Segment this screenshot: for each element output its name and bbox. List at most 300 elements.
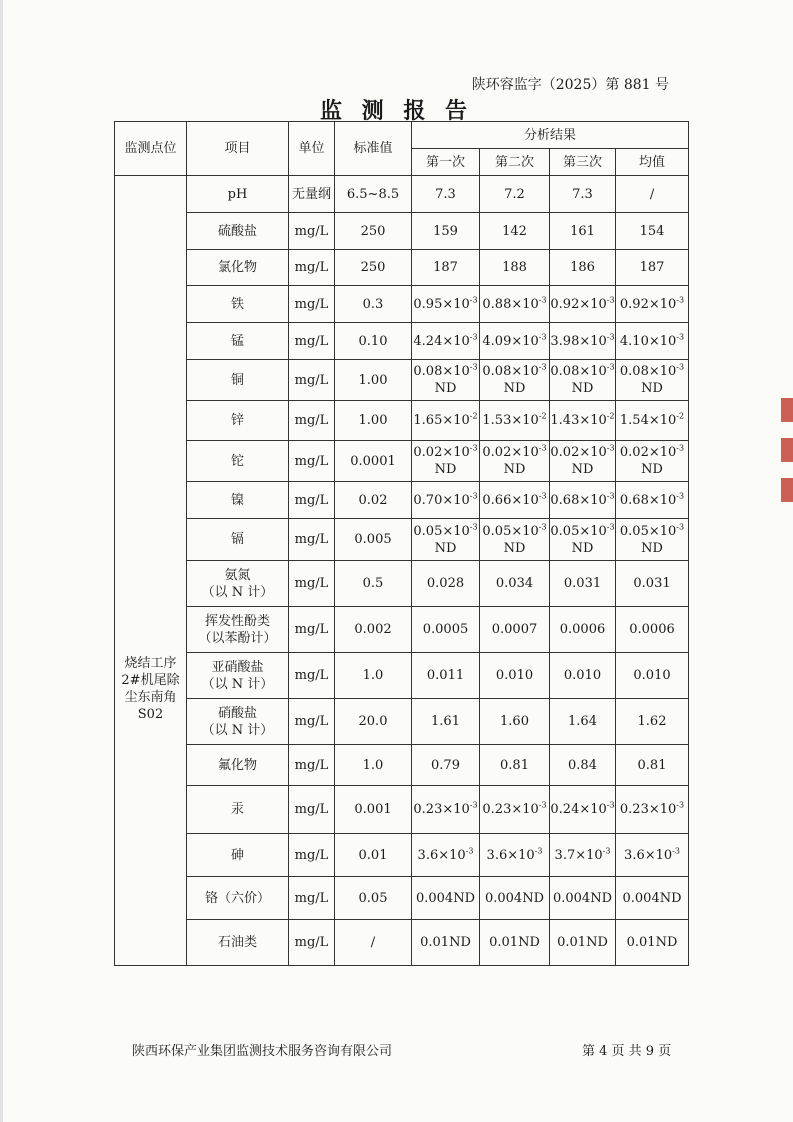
result-exponent: -3 (676, 522, 685, 532)
result-mantissa: 1.60 (500, 714, 529, 729)
result-cell (616, 786, 689, 834)
result-mantissa: 0.004ND (622, 890, 682, 906)
result-cell (480, 745, 550, 786)
standard-cell: 0.01 (335, 834, 412, 877)
result-cell (616, 441, 689, 482)
result-cell (550, 250, 616, 286)
result-value (412, 713, 479, 730)
result-mantissa: 4.24×10 (413, 333, 470, 349)
header-average: 均值 (616, 149, 689, 176)
result-value (550, 575, 615, 592)
result-cell (550, 360, 616, 401)
result-mantissa: 0.23×10 (482, 802, 539, 817)
result-mantissa: 0.05×10 (550, 523, 607, 539)
result-exponent: -3 (606, 362, 615, 372)
result-exponent: -2 (676, 411, 685, 421)
result-exponent: -3 (538, 295, 547, 305)
result-cell (480, 213, 550, 250)
result-exponent: -3 (469, 522, 478, 532)
result-value (616, 363, 688, 380)
result-value (480, 523, 549, 540)
result-mantissa: 0.004ND (552, 890, 612, 906)
result-mantissa: 0.92×10 (619, 296, 677, 312)
table-row (115, 745, 689, 786)
result-cell (412, 745, 480, 786)
result-mantissa: 188 (502, 260, 527, 275)
unit-cell: mg/L (289, 607, 335, 653)
table-row (115, 250, 689, 286)
item-name: 铊 (230, 453, 244, 469)
result-value (616, 444, 688, 461)
result-mantissa: 0.0005 (422, 622, 469, 637)
item-name: 硫酸盐 (217, 223, 257, 239)
result-cell (550, 877, 616, 920)
result-mantissa: 0.010 (633, 668, 671, 683)
result-value (480, 934, 549, 951)
result-exponent: -3 (469, 491, 478, 501)
result-mantissa: 1.53×10 (482, 413, 539, 428)
result-value (412, 412, 479, 429)
item-name: pH (227, 186, 248, 202)
result-value (616, 333, 688, 350)
result-mantissa: 1.43×10 (550, 413, 607, 428)
table-row (115, 561, 689, 607)
result-value (412, 621, 479, 638)
standard-cell: 0.005 (335, 519, 412, 561)
result-exponent: -3 (469, 332, 478, 342)
result-nd-flag: ND (641, 462, 663, 477)
result-cell (550, 401, 616, 441)
item-name: 镍 (230, 492, 244, 508)
site-line: S02 (137, 706, 164, 722)
result-mantissa: 1.61 (431, 714, 460, 729)
result-value (480, 259, 549, 276)
result-mantissa: 0.028 (426, 576, 465, 591)
result-value (616, 296, 688, 313)
result-mantissa: / (649, 186, 655, 202)
result-value (616, 492, 688, 509)
result-cell (616, 250, 689, 286)
result-cell (480, 786, 550, 834)
item-cell (187, 699, 289, 745)
standard-cell: 0.10 (335, 323, 412, 360)
site-line: 尘东南角 (124, 689, 177, 705)
result-nd-flag: ND (571, 540, 594, 556)
result-value (550, 333, 615, 350)
standard-cell: 1.00 (335, 401, 412, 441)
result-cell (616, 213, 689, 250)
result-mantissa: 0.034 (495, 576, 534, 591)
unit-cell: mg/L (289, 250, 335, 286)
item-cell (187, 482, 289, 519)
result-exponent: -3 (606, 443, 615, 453)
item-name: 锰 (230, 333, 244, 349)
table-row (115, 286, 689, 323)
result-exponent: -2 (538, 411, 547, 421)
item-cell (187, 176, 289, 213)
result-cell (550, 286, 616, 323)
result-cell (412, 607, 480, 653)
result-value (412, 492, 479, 509)
result-mantissa: 0.81 (500, 757, 529, 773)
result-exponent: -3 (676, 491, 685, 501)
result-value (480, 847, 549, 864)
item-cell (187, 786, 289, 834)
result-exponent: -3 (469, 362, 478, 372)
item-cell (187, 213, 289, 250)
result-mantissa: 0.031 (563, 576, 602, 591)
result-value (550, 259, 615, 276)
result-cell (550, 323, 616, 360)
header-second: 第二次 (480, 149, 550, 176)
item-cell (187, 920, 289, 966)
result-value (616, 801, 688, 818)
result-mantissa: 186 (570, 260, 595, 275)
result-exponent: -3 (606, 522, 615, 532)
result-cell (616, 877, 689, 920)
item-name: 镉 (230, 532, 244, 547)
result-mantissa: 0.05×10 (482, 523, 539, 539)
result-value (550, 890, 615, 907)
result-value (412, 801, 479, 818)
result-cell (550, 213, 616, 250)
result-exponent: -2 (469, 411, 478, 421)
result-cell (480, 653, 550, 699)
result-mantissa: 0.68×10 (550, 492, 607, 508)
result-value (616, 259, 688, 276)
table-row (115, 699, 689, 745)
header-standard: 标准值 (335, 122, 412, 176)
item-name: 硝酸盐 (217, 705, 257, 721)
result-cell (480, 607, 550, 653)
result-mantissa: 3.6×10 (486, 847, 535, 863)
result-mantissa: 0.01ND (489, 935, 540, 950)
result-cell (480, 250, 550, 286)
result-value (480, 575, 549, 592)
result-exponent: -3 (469, 295, 478, 305)
result-mantissa: 0.01ND (557, 935, 608, 950)
result-cell (480, 482, 550, 519)
result-value (412, 575, 479, 592)
result-cell (616, 482, 689, 519)
result-mantissa: 0.23×10 (619, 802, 677, 817)
result-cell (616, 653, 689, 699)
result-cell (550, 786, 616, 834)
result-cell (412, 786, 480, 834)
result-mantissa: 0.010 (563, 668, 602, 683)
result-cell (412, 323, 480, 360)
header-site: 监测点位 (115, 122, 187, 176)
result-mantissa: 3.98×10 (550, 333, 607, 349)
result-mantissa: 159 (433, 223, 458, 239)
standard-cell: 250 (335, 250, 412, 286)
unit-cell: mg/L (289, 360, 335, 401)
standard-cell: 6.5~8.5 (335, 176, 412, 213)
result-cell (480, 877, 550, 920)
result-mantissa: 0.79 (431, 757, 460, 773)
unit-cell: mg/L (289, 745, 335, 786)
result-value (616, 847, 688, 864)
result-value (412, 296, 479, 313)
result-value (616, 934, 688, 951)
unit-cell: mg/L (289, 561, 335, 607)
result-cell (550, 607, 616, 653)
result-cell (412, 920, 480, 966)
result-mantissa: 0.24×10 (550, 802, 607, 817)
result-nd-flag: ND (434, 540, 457, 556)
result-value (550, 621, 615, 638)
item-name: （以 N 计） (201, 584, 274, 600)
unit-cell: mg/L (289, 286, 335, 323)
result-value (480, 444, 549, 461)
result-mantissa: 154 (639, 223, 665, 239)
result-mantissa: 1.64 (568, 714, 597, 729)
unit-cell: mg/L (289, 519, 335, 561)
result-mantissa: 0.05×10 (619, 523, 677, 539)
standard-cell: 0.5 (335, 561, 412, 607)
result-value (550, 296, 615, 313)
result-mantissa: 3.6×10 (624, 847, 673, 863)
result-cell (480, 441, 550, 482)
item-name: （以 N 计） (201, 676, 274, 692)
result-mantissa: 0.0006 (629, 622, 675, 637)
result-cell (550, 745, 616, 786)
unit-cell: mg/L (289, 323, 335, 360)
result-mantissa: 0.02×10 (619, 445, 677, 460)
result-value (550, 934, 615, 951)
result-value (550, 444, 615, 461)
result-mantissa: 1.62 (637, 714, 667, 729)
result-cell (550, 176, 616, 213)
result-cell (616, 519, 689, 561)
unit-cell: mg/L (289, 653, 335, 699)
result-cell (412, 653, 480, 699)
result-value (412, 667, 479, 684)
result-cell (550, 699, 616, 745)
result-mantissa: 0.66×10 (482, 492, 539, 508)
result-cell (412, 834, 480, 877)
result-mantissa: 0.08×10 (550, 364, 607, 379)
result-nd-flag: ND (503, 462, 526, 477)
result-exponent: -3 (469, 443, 478, 453)
result-cell (412, 401, 480, 441)
result-cell (480, 834, 550, 877)
result-mantissa: 0.23×10 (413, 802, 470, 817)
result-nd-flag: ND (503, 381, 526, 396)
item-cell (187, 441, 289, 482)
result-value (480, 801, 549, 818)
item-name: 汞 (230, 802, 244, 817)
result-nd-flag: ND (503, 540, 526, 556)
result-cell (616, 401, 689, 441)
result-value (480, 757, 549, 774)
result-mantissa: 0.88×10 (482, 296, 539, 312)
result-cell (480, 519, 550, 561)
result-nd-flag: ND (641, 381, 663, 396)
table-row (115, 920, 689, 966)
result-value (550, 223, 615, 240)
result-value (550, 713, 615, 730)
result-value (616, 575, 688, 592)
result-exponent: -3 (538, 522, 547, 532)
result-value (480, 713, 549, 730)
header-unit: 单位 (289, 122, 335, 176)
document-number: 陕环容监字（2025）第 881 号 (471, 77, 669, 93)
result-exponent: -3 (538, 362, 547, 372)
result-exponent: -3 (606, 332, 615, 342)
result-value (550, 847, 615, 864)
result-mantissa: 187 (639, 260, 665, 275)
page-edge (0, 0, 3, 1122)
result-value (412, 259, 479, 276)
result-value (480, 412, 549, 429)
result-exponent: -3 (676, 332, 685, 342)
result-value (550, 492, 615, 509)
result-value (616, 667, 688, 684)
unit-cell: mg/L (289, 213, 335, 250)
result-cell (412, 482, 480, 519)
table-row (115, 834, 689, 877)
result-cell (550, 441, 616, 482)
result-cell (550, 653, 616, 699)
result-mantissa: 0.010 (495, 668, 534, 683)
table-row (115, 401, 689, 441)
item-cell (187, 401, 289, 441)
item-cell (187, 561, 289, 607)
header-first: 第一次 (412, 149, 480, 176)
result-nd-flag: ND (571, 381, 594, 396)
result-mantissa: 7.3 (572, 186, 593, 202)
result-cell (616, 699, 689, 745)
result-cell (616, 834, 689, 877)
result-value (550, 667, 615, 684)
standard-cell: 1.0 (335, 653, 412, 699)
result-mantissa: 0.08×10 (619, 364, 677, 379)
unit-cell: mg/L (289, 699, 335, 745)
result-value (550, 186, 615, 203)
result-cell (616, 745, 689, 786)
result-cell (412, 286, 480, 323)
result-value (616, 186, 688, 203)
result-mantissa: 3.7×10 (554, 847, 603, 863)
result-cell (480, 323, 550, 360)
item-cell (187, 607, 289, 653)
result-exponent: -3 (672, 846, 680, 856)
result-cell (412, 519, 480, 561)
result-nd-flag: ND (641, 540, 663, 556)
result-mantissa: 1.65×10 (413, 413, 470, 428)
item-cell (187, 745, 289, 786)
result-value (550, 412, 615, 429)
result-mantissa: 0.031 (633, 576, 671, 591)
result-exponent: -3 (538, 491, 547, 501)
item-cell (187, 834, 289, 877)
result-value (480, 296, 549, 313)
result-value (550, 363, 615, 380)
result-value (480, 890, 549, 907)
result-cell (480, 360, 550, 401)
result-value (480, 223, 549, 240)
result-mantissa: 0.011 (426, 668, 465, 683)
item-name: 氯化物 (217, 260, 257, 275)
result-cell (480, 920, 550, 966)
item-name: （以 N 计） (201, 722, 274, 738)
result-exponent: -3 (465, 846, 474, 856)
result-value (412, 757, 479, 774)
monitoring-site-cell (115, 176, 187, 966)
result-mantissa: 0.92×10 (550, 296, 607, 312)
result-cell (480, 401, 550, 441)
table-row (115, 607, 689, 653)
table-row (115, 213, 689, 250)
standard-cell: 0.001 (335, 786, 412, 834)
result-mantissa: 0.0006 (559, 622, 606, 637)
standard-cell: 0.02 (335, 482, 412, 519)
item-cell (187, 323, 289, 360)
result-exponent: -2 (606, 411, 615, 421)
result-exponent: -3 (602, 846, 611, 856)
result-exponent: -3 (606, 295, 615, 305)
standard-cell: / (335, 920, 412, 966)
result-value (616, 523, 688, 540)
result-value (412, 223, 479, 240)
result-exponent: -3 (538, 800, 547, 810)
result-nd-flag: ND (434, 462, 457, 477)
item-name: 氟化物 (217, 757, 257, 773)
result-exponent: -3 (676, 443, 685, 453)
item-name: 亚硝酸盐 (211, 659, 264, 675)
result-mantissa: 0.70×10 (413, 492, 470, 508)
result-value (480, 186, 549, 203)
table-row (115, 323, 689, 360)
result-mantissa: 161 (570, 223, 595, 239)
table-row (115, 176, 689, 213)
result-mantissa: 7.3 (435, 186, 456, 202)
header-row-1 (115, 122, 689, 149)
result-mantissa: 4.09×10 (482, 333, 539, 349)
result-nd-flag: ND (434, 381, 457, 396)
result-exponent: -3 (606, 491, 615, 501)
result-cell (550, 920, 616, 966)
result-value (550, 523, 615, 540)
result-cell (480, 286, 550, 323)
item-cell (187, 286, 289, 323)
result-mantissa: 0.05×10 (413, 523, 470, 539)
result-cell (616, 561, 689, 607)
result-value (412, 890, 479, 907)
result-mantissa: 0.02×10 (550, 445, 607, 460)
unit-cell: mg/L (289, 401, 335, 441)
unit-cell: mg/L (289, 786, 335, 834)
result-value (412, 523, 479, 540)
header-analysis: 分析结果 (412, 122, 689, 149)
result-cell (616, 920, 689, 966)
result-value (412, 847, 479, 864)
result-nd-flag: ND (571, 462, 594, 477)
result-exponent: -3 (538, 443, 547, 453)
item-cell (187, 877, 289, 920)
item-name: 挥发性酚类 (204, 613, 270, 629)
item-name: 铬（六价） (204, 890, 270, 906)
result-mantissa: 7.2 (504, 186, 525, 202)
result-cell (412, 176, 480, 213)
result-cell (480, 176, 550, 213)
item-name: 砷 (230, 847, 244, 863)
item-cell (187, 653, 289, 699)
result-exponent: -3 (676, 362, 685, 372)
seal-stamp-fragment (781, 398, 793, 518)
result-cell (480, 561, 550, 607)
